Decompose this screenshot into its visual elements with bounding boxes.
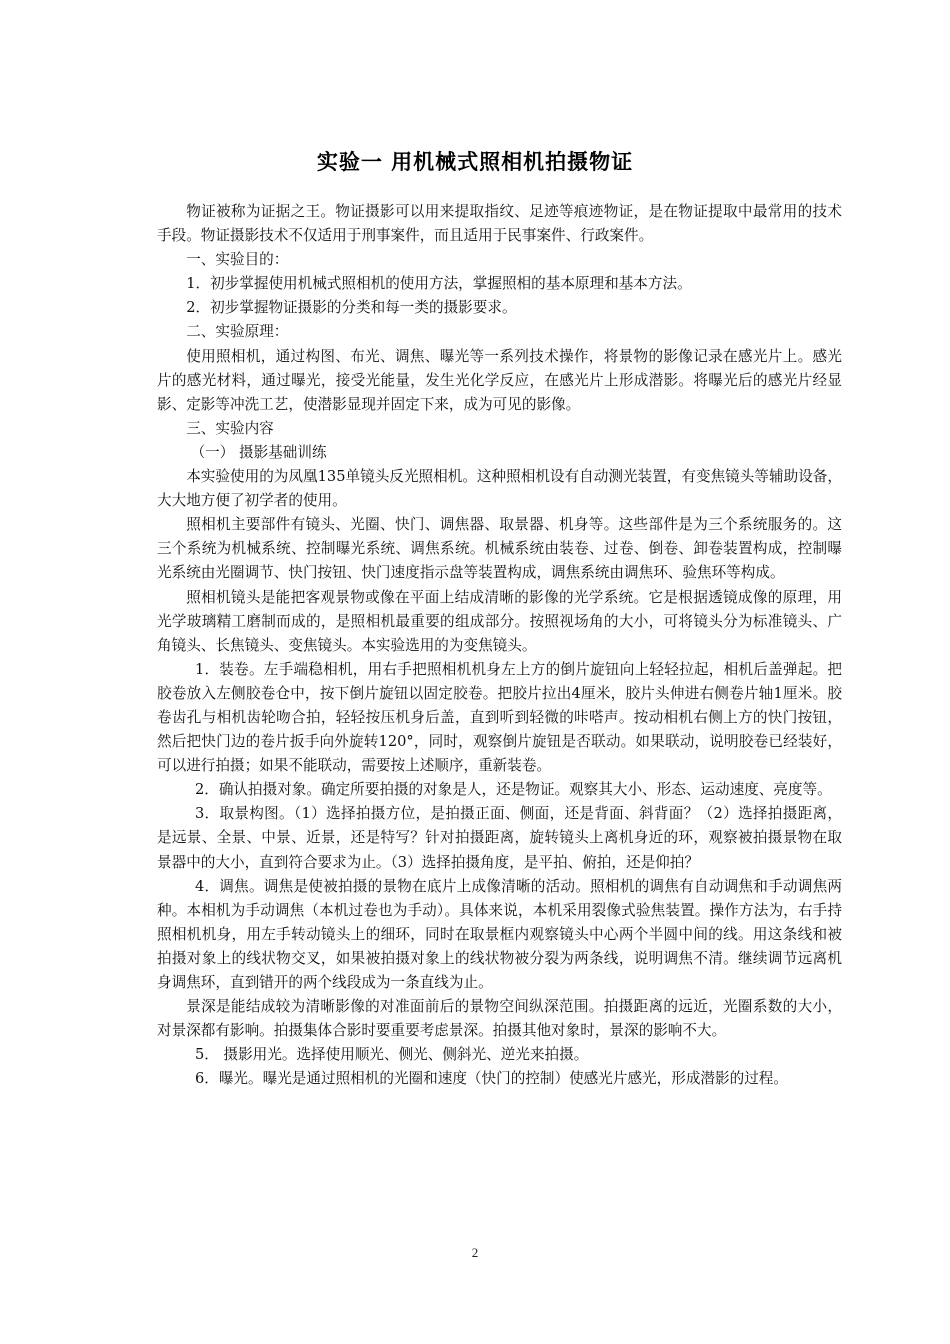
intro-paragraph: 物证被称为证据之王。物证摄影可以用来提取指纹、足迹等痕迹物证，是在物证提取中最常用的技术手段。物证摄影技术不仅适用于刑事案件，而且适用于民事案件、行政案件。 (157, 203, 842, 245)
section-heading-principle: 二、实验原理： (186, 323, 289, 341)
step-6-exposure: 6．曝光。曝光是通过照相机的光圈和速度（快门的控制）使感光片感光，形成潜影的过程。 (194, 1070, 788, 1088)
page-number: 2 (471, 1245, 479, 1260)
purpose-item-1: 1．初步掌握使用机械式照相机的使用方法，掌握照相的基本原理和基本方法。 (186, 275, 692, 293)
camera-intro-paragraph: 本实验使用的为凤凰135单镜头反光照相机。这种照相机设有自动测光装置，有变焦镜头等辅助设备，大大地方便了初学者的使用。 (157, 468, 842, 510)
section-heading-purpose: 一、实验目的： (186, 251, 289, 269)
camera-parts-paragraph: 照相机主要部件有镜头、光圈、快门、调焦器、取景器、机身等。这些部件是为三个系统服务的。这三个系统为机械系统、控制曝光系统、调焦系统。机械系统由装卷、过卷、倒卷、卸卷装置构成，控制曝光系统由光圈调节、快门按钮、快门速度指示盘等装置构成，调焦系统由调焦环、验焦环等构成。 (157, 516, 842, 582)
depth-of-field-paragraph: 景深是能结成较为清晰影像的对准面前后的景物空间纵深范围。拍摄距离的远近，光圈系数的大小，对景深都有影响。拍摄集体合影时要重要考虑景深。拍摄其他对象时，景深的影响不大。 (157, 998, 842, 1040)
purpose-item-2: 2．初步掌握物证摄影的分类和每一类的摄影要求。 (186, 299, 517, 317)
document-body (157, 200, 842, 1091)
principle-paragraph: 使用照相机，通过构图、布光、调焦、曝光等一系列技术操作，将景物的影像记录在感光片上。感光片的感光材料，通过曝光，接受光能量，发生光化学反应，在感光片上形成潜影。将曝光后的感光片经显影、定影等冲洗工艺，使潜影显现并固定下来，成为可见的影像。 (157, 347, 842, 413)
step-2-subject: 2．确认拍摄对象。确定所要拍摄的对象是人，还是物证。观察其大小、形态、运动速度、亮度等。 (194, 781, 832, 799)
step-4-focusing: 4．调焦。调焦是使被拍摄的景物在底片上成像清晰的活动。照相机的调焦有自动调焦和手动调焦两种。本相机为手动调焦（本机过卷也为手动）。具体来说，本机采用裂像式验焦装置。操作方法为，右手持照相机机身，用左手转动镜头上的细环，同时在取景框内观察镜头中心两个半圆中间的线。用这条线和被拍摄对象上的线状物交叉，如果被拍摄对象上的线状物被分裂为两条线，说明调焦不清。继续调节远离机身调焦环，直到错开的两个线段成为一条直线为止。 (157, 877, 842, 991)
step-1-loading: 1．装卷。左手端稳相机，用右手把照相机机身左上方的倒片旋钮向上轻轻拉起，相机后盖弹起。把胶卷放入左侧胶卷仓中，按下倒片旋钮以固定胶卷。把胶片拉出4厘米，胶片头伸进右侧卷片轴1厘米。胶卷齿孔与相机齿轮吻合拍，轻轻按压机身后盖，直到听到轻微的咔嗒声。按动相机右侧上方的快门按钮，然后把快门边的卷片扳手向外旋转120°，同时，观察倒片旋钮是否联动。如果联动，说明胶卷已经装好，可以进行拍摄；如果不能联动，需要按上述顺序，重新装卷。 (157, 660, 842, 775)
step-3-composition: 3．取景构图。（1）选择拍摄方位，是拍摄正面、侧面，还是背面、斜背面？（2）选择拍摄距离，是远景、全景、中景、近景，还是特写？针对拍摄距离，旋转镜头上离机身近的环，观察被拍摄景物在取景器中的大小，直到符合要求为止。（3）选择拍摄角度，是平拍、俯拍，还是仰拍？ (157, 805, 842, 871)
lens-paragraph: 照相机镜头是能把客观景物或像在平面上结成清晰的影像的光学系统。它是根据透镜成像的原理，用光学玻璃精工磨制而成的，是照相机最重要的组成部分。按照视场角的大小，可将镜头分为标准镜头、广角镜头、长焦镜头、变焦镜头。本实验选用的为变焦镜头。 (157, 588, 842, 654)
step-5-lighting: 5． 摄影用光。选择使用顺光、侧光、侧斜光、逆光来拍摄。 (194, 1046, 589, 1064)
subsection-heading-basics: （一） 摄影基础训练 (190, 443, 327, 461)
page-title: 实验一 用机械式照相机拍摄物证 (316, 150, 634, 174)
section-heading-content: 三、实验内容 (186, 419, 274, 437)
